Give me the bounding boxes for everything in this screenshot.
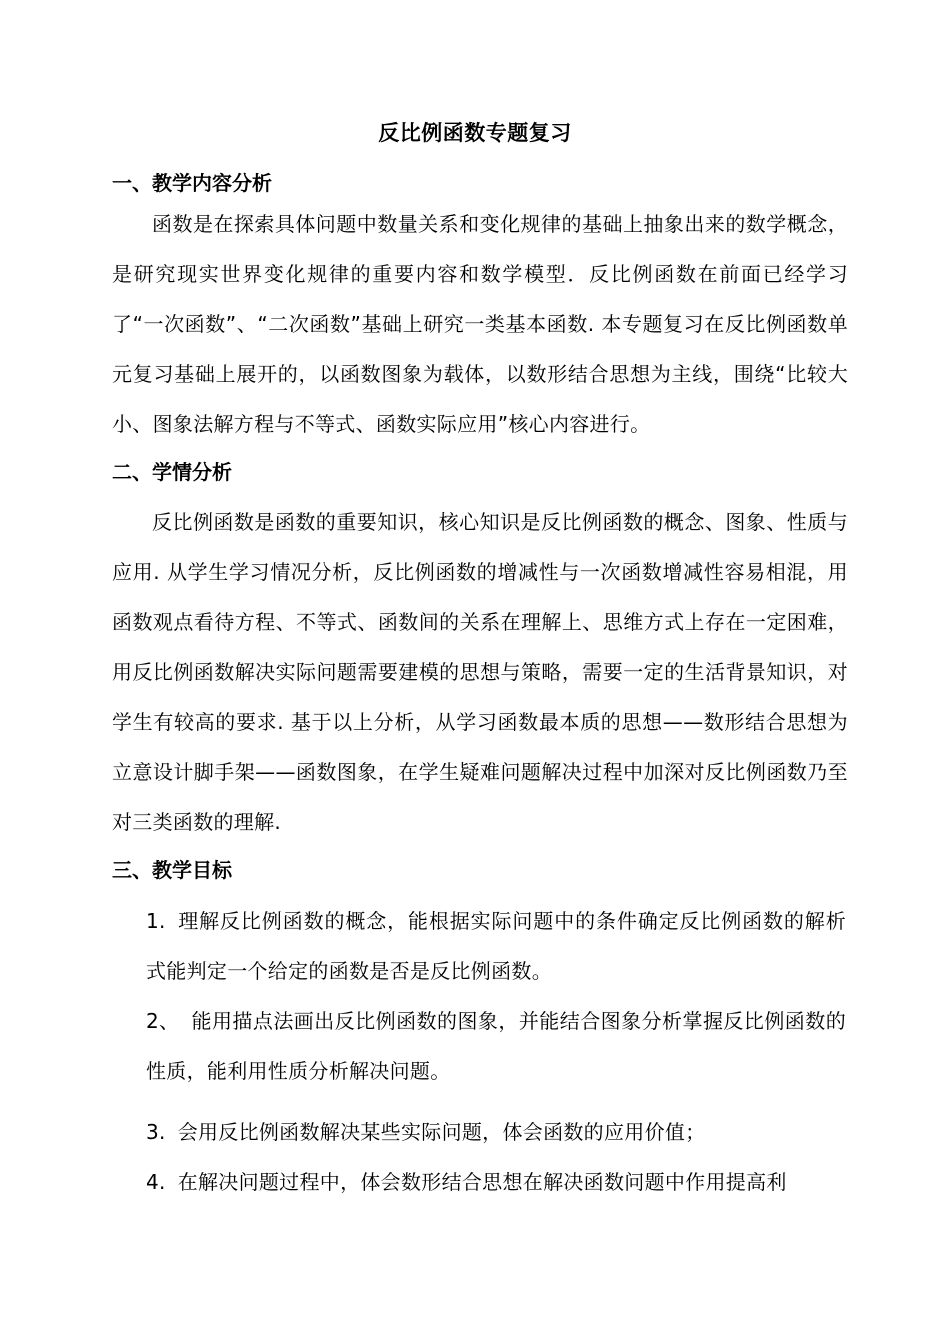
goal-item-text: 会用反比例函数解决某些实际问题，体会函数的应用价值；	[177, 1120, 706, 1144]
goal-item-text: 理解反比例函数的概念，能根据实际问题中的条件确定反比例函数的解析式能判定一个给定的函数是否是反比例函数。	[146, 909, 846, 983]
goal-item-number: 3.	[146, 1120, 166, 1144]
goal-item-text: 能用描点法画出反比例函数的图象，并能结合图象分析掌握反比例函数的性质，能利用性质分析解决问题。	[146, 1009, 846, 1083]
section-heading-content-analysis: 一、教学内容分析	[112, 171, 272, 195]
document-title: 反比例函数专题复习	[378, 121, 572, 145]
paragraph-student-analysis: 反比例函数是函数的重要知识，核心知识是反比例函数的概念、图象、性质与应用. 从学生学习情况分析，反比例函数的增减性与一次函数增减性容易相混，用函数观点看待方程、不等式、函数间的关系在理解上、思维方式上存在一定困难，用反比例函数解决实际问题需要建模的思想与策略，需要一定的生活背景知识，对学生有较高的要求. 基于以上分析，从学习函数最本质的思想——数形结合思想为立意设计脚手架——函数图象，在学生疑难问题解决过程中加深对反比例函数乃至对三类函数的理解.	[112, 510, 848, 834]
section-heading-student-analysis: 二、学情分析	[112, 460, 232, 484]
goal-item-4	[146, 1157, 846, 1207]
goal-item-number: 2、	[146, 1009, 180, 1033]
section-heading-teaching-goals: 三、教学目标	[112, 858, 232, 882]
goal-item-2	[146, 996, 846, 1096]
paragraph-content-analysis: 函数是在探索具体问题中数量关系和变化规律的基础上抽象出来的数学概念，是研究现实世界变化规律的重要内容和数学模型．反比例函数在前面已经学习了“一次函数”、“二次函数”基础上研究一类基本函数. 本专题复习在反比例函数单元复习基础上展开的，以函数图象为载体，以数形结合思想为主线，围绕“比较大小、图象法解方程与不等式、函数实际应用”核心内容进行。	[112, 212, 848, 436]
goal-item-number: 4.	[146, 1170, 166, 1194]
goal-item-1	[146, 896, 846, 996]
goal-item-number: 1.	[146, 909, 166, 933]
goal-item-text: 在解决问题过程中，体会数形结合思想在解决函数问题中作用提高利	[177, 1170, 787, 1194]
goal-item-3	[146, 1107, 846, 1157]
